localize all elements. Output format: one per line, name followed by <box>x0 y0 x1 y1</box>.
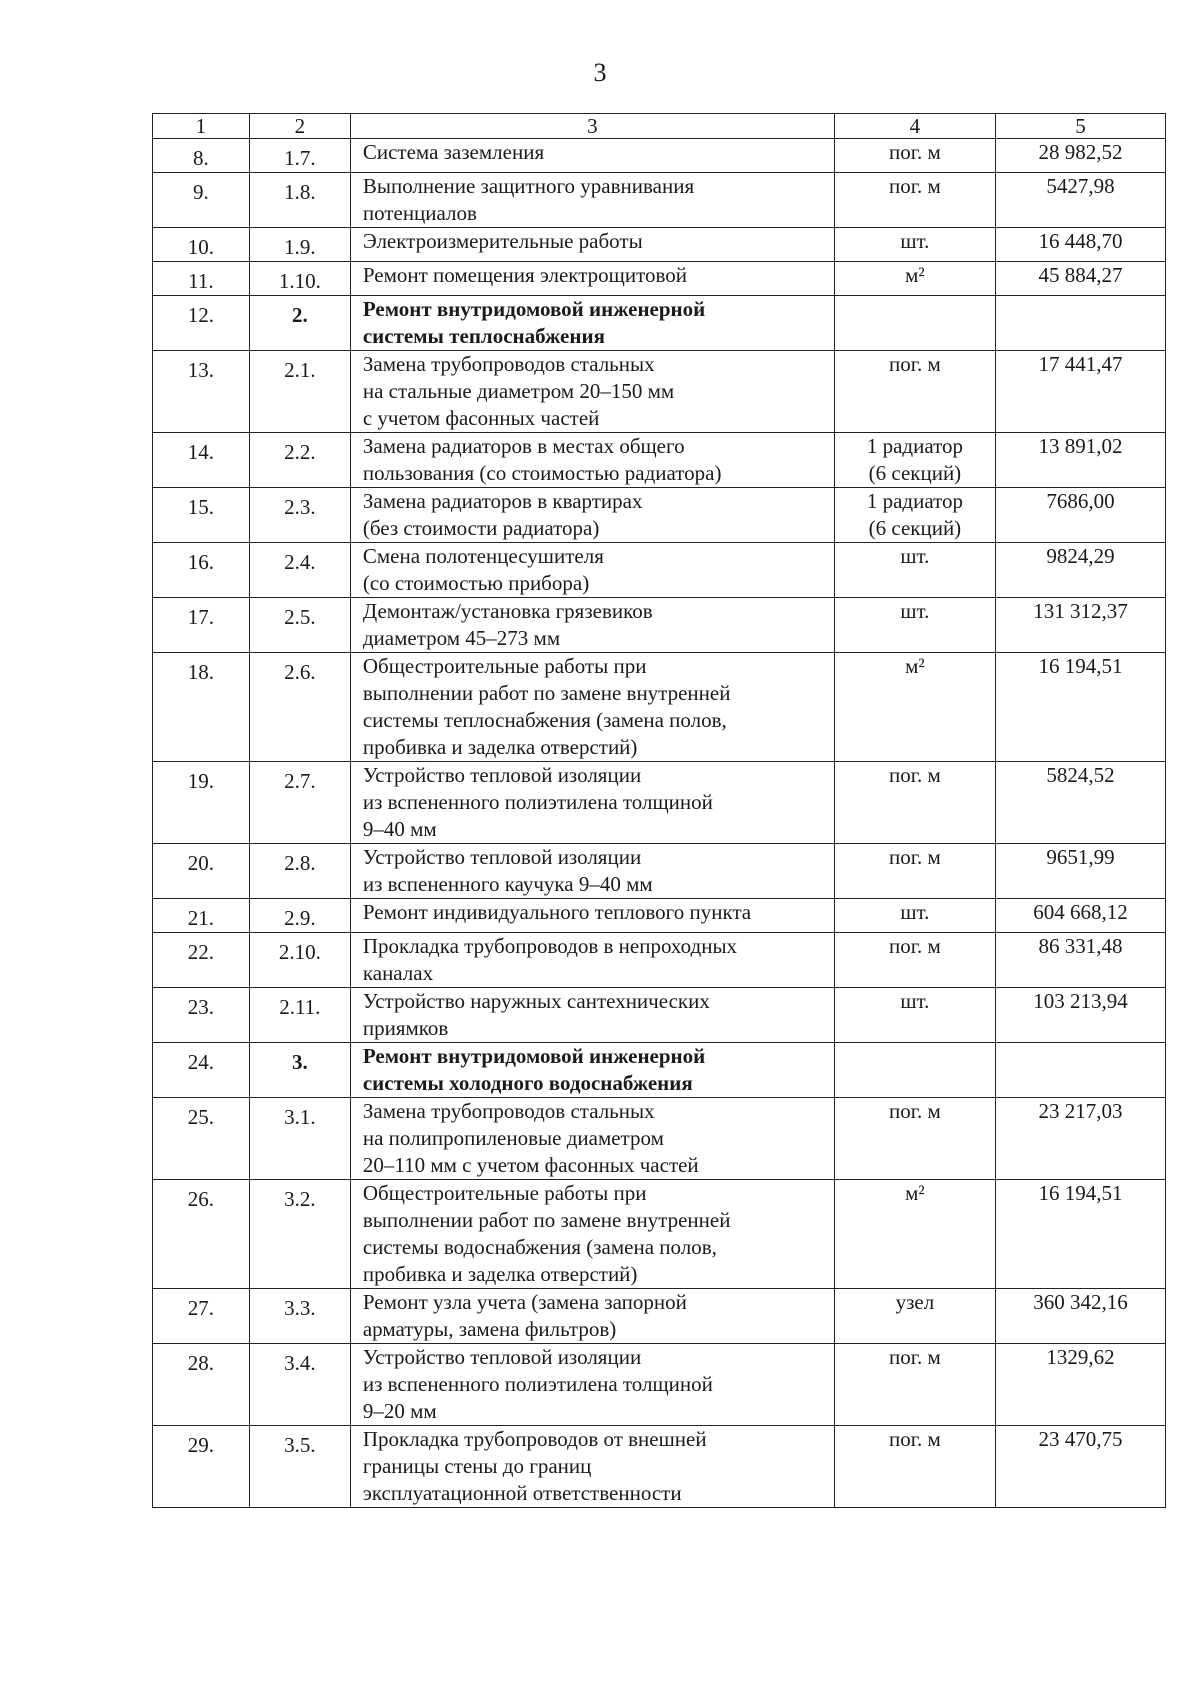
item-code: 3.3. <box>249 1289 350 1344</box>
row-number: 20. <box>153 844 250 899</box>
row-number: 13. <box>153 351 250 433</box>
row-number: 29. <box>153 1426 250 1508</box>
unit-price: 9824,29 <box>996 543 1166 598</box>
row-number: 25. <box>153 1098 250 1180</box>
unit-price: 131 312,37 <box>996 598 1166 653</box>
unit-price: 5427,98 <box>996 173 1166 228</box>
row-number: 11. <box>153 262 250 296</box>
work-name: Электроизмерительные работы <box>350 228 834 262</box>
unit-of-measure: пог. м <box>834 1344 995 1426</box>
item-code: 3.2. <box>249 1180 350 1289</box>
table-row <box>153 1043 1166 1098</box>
row-number: 8. <box>153 139 250 173</box>
unit-of-measure: пог. м <box>834 1426 995 1508</box>
unit-of-measure: 1 радиатор (6 секций) <box>834 433 995 488</box>
unit-price: 604 668,12 <box>996 899 1166 933</box>
item-code: 3. <box>249 1043 350 1098</box>
table-row <box>153 1180 1166 1289</box>
table-row <box>153 1344 1166 1426</box>
table-row <box>153 1426 1166 1508</box>
work-name: Устройство тепловой изоляции из вспененного полиэтилена толщиной 9–40 мм <box>350 762 834 844</box>
table-row <box>153 228 1166 262</box>
work-name: Устройство наружных сантехнических приямков <box>350 988 834 1043</box>
table-row <box>153 543 1166 598</box>
unit-of-measure: шт. <box>834 543 995 598</box>
unit-price: 360 342,16 <box>996 1289 1166 1344</box>
work-name: Прокладка трубопроводов от внешней границы стены до границ эксплуатационной ответственности <box>350 1426 834 1508</box>
unit-of-measure: шт. <box>834 899 995 933</box>
unit-price: 86 331,48 <box>996 933 1166 988</box>
item-code: 2.6. <box>249 653 350 762</box>
work-name: Смена полотенцесушителя (со стоимостью прибора) <box>350 543 834 598</box>
work-name: Ремонт помещения электрощитовой <box>350 262 834 296</box>
unit-price <box>996 1043 1166 1098</box>
work-name: Замена трубопроводов стальных на стальные диаметром 20–150 мм с учетом фасонных частей <box>350 351 834 433</box>
table-header-row <box>153 114 1166 139</box>
header-col-2: 2 <box>249 114 350 139</box>
row-number: 26. <box>153 1180 250 1289</box>
unit-price: 5824,52 <box>996 762 1166 844</box>
unit-of-measure: м² <box>834 1180 995 1289</box>
item-code: 2.5. <box>249 598 350 653</box>
row-number: 24. <box>153 1043 250 1098</box>
work-name: Замена радиаторов в квартирах (без стоимости радиатора) <box>350 488 834 543</box>
item-code: 2.11. <box>249 988 350 1043</box>
unit-of-measure: пог. м <box>834 1098 995 1180</box>
table-row <box>153 262 1166 296</box>
item-code: 2.10. <box>249 933 350 988</box>
unit-of-measure: пог. м <box>834 173 995 228</box>
row-number: 9. <box>153 173 250 228</box>
table-row <box>153 988 1166 1043</box>
item-code: 1.8. <box>249 173 350 228</box>
work-name: Замена радиаторов в местах общего пользования (со стоимостью радиатора) <box>350 433 834 488</box>
unit-price: 17 441,47 <box>996 351 1166 433</box>
unit-price: 45 884,27 <box>996 262 1166 296</box>
item-code: 2.1. <box>249 351 350 433</box>
unit-price <box>996 296 1166 351</box>
row-number: 22. <box>153 933 250 988</box>
work-price-table <box>152 113 1166 1508</box>
header-col-5: 5 <box>996 114 1166 139</box>
unit-price: 13 891,02 <box>996 433 1166 488</box>
item-code: 2. <box>249 296 350 351</box>
row-number: 12. <box>153 296 250 351</box>
row-number: 28. <box>153 1344 250 1426</box>
unit-of-measure: шт. <box>834 598 995 653</box>
item-code: 2.7. <box>249 762 350 844</box>
work-name: Система заземления <box>350 139 834 173</box>
table-row <box>153 653 1166 762</box>
row-number: 23. <box>153 988 250 1043</box>
unit-of-measure: пог. м <box>834 933 995 988</box>
work-name: Прокладка трубопроводов в непроходных каналах <box>350 933 834 988</box>
table-row <box>153 933 1166 988</box>
item-code: 2.2. <box>249 433 350 488</box>
row-number: 18. <box>153 653 250 762</box>
table-row <box>153 1289 1166 1344</box>
unit-price: 16 448,70 <box>996 228 1166 262</box>
work-name: Устройство тепловой изоляции из вспененного полиэтилена толщиной 9–20 мм <box>350 1344 834 1426</box>
unit-of-measure: 1 радиатор (6 секций) <box>834 488 995 543</box>
row-number: 21. <box>153 899 250 933</box>
table-row <box>153 296 1166 351</box>
row-number: 16. <box>153 543 250 598</box>
work-name: Демонтаж/установка грязевиков диаметром 45–273 мм <box>350 598 834 653</box>
table-row <box>153 351 1166 433</box>
item-code: 3.4. <box>249 1344 350 1426</box>
table-row <box>153 598 1166 653</box>
item-code: 3.5. <box>249 1426 350 1508</box>
unit-of-measure: м² <box>834 262 995 296</box>
header-col-1: 1 <box>153 114 250 139</box>
table-row <box>153 899 1166 933</box>
item-code: 2.8. <box>249 844 350 899</box>
unit-of-measure: пог. м <box>834 139 995 173</box>
row-number: 19. <box>153 762 250 844</box>
unit-of-measure: шт. <box>834 228 995 262</box>
item-code: 1.10. <box>249 262 350 296</box>
item-code: 3.1. <box>249 1098 350 1180</box>
unit-of-measure: шт. <box>834 988 995 1043</box>
work-name: Ремонт внутридомовой инженерной системы холодного водоснабжения <box>350 1043 834 1098</box>
item-code: 1.7. <box>249 139 350 173</box>
work-name: Ремонт узла учета (замена запорной арматуры, замена фильтров) <box>350 1289 834 1344</box>
row-number: 10. <box>153 228 250 262</box>
item-code: 2.4. <box>249 543 350 598</box>
page-number: 3 <box>593 58 607 87</box>
unit-of-measure: пог. м <box>834 762 995 844</box>
item-code: 1.9. <box>249 228 350 262</box>
unit-of-measure: узел <box>834 1289 995 1344</box>
unit-price: 16 194,51 <box>996 653 1166 762</box>
work-name: Общестроительные работы при выполнении работ по замене внутренней системы теплоснабжения (замена полов, пробивка и заделка отверстий) <box>350 653 834 762</box>
item-code: 2.3. <box>249 488 350 543</box>
table-row <box>153 433 1166 488</box>
row-number: 14. <box>153 433 250 488</box>
unit-price: 103 213,94 <box>996 988 1166 1043</box>
row-number: 15. <box>153 488 250 543</box>
unit-price: 7686,00 <box>996 488 1166 543</box>
work-name: Выполнение защитного уравнивания потенциалов <box>350 173 834 228</box>
unit-price: 28 982,52 <box>996 139 1166 173</box>
work-name: Ремонт индивидуального теплового пункта <box>350 899 834 933</box>
work-name: Общестроительные работы при выполнении работ по замене внутренней системы водоснабжения (замена полов, пробивка и заделка отверстий) <box>350 1180 834 1289</box>
table-row <box>153 762 1166 844</box>
work-name: Устройство тепловой изоляции из вспененного каучука 9–40 мм <box>350 844 834 899</box>
unit-of-measure: пог. м <box>834 351 995 433</box>
unit-of-measure: пог. м <box>834 844 995 899</box>
unit-price: 23 470,75 <box>996 1426 1166 1508</box>
table-row <box>153 139 1166 173</box>
unit-price: 1329,62 <box>996 1344 1166 1426</box>
header-col-4: 4 <box>834 114 995 139</box>
unit-of-measure: м² <box>834 653 995 762</box>
table-row <box>153 173 1166 228</box>
row-number: 17. <box>153 598 250 653</box>
unit-of-measure <box>834 1043 995 1098</box>
unit-price: 23 217,03 <box>996 1098 1166 1180</box>
table-row <box>153 488 1166 543</box>
table-row <box>153 1098 1166 1180</box>
table-row <box>153 844 1166 899</box>
row-number: 27. <box>153 1289 250 1344</box>
header-col-3: 3 <box>350 114 834 139</box>
unit-of-measure <box>834 296 995 351</box>
item-code: 2.9. <box>249 899 350 933</box>
work-name: Замена трубопроводов стальных на полипропиленовые диаметром 20–110 мм с учетом фасонных частей <box>350 1098 834 1180</box>
unit-price: 16 194,51 <box>996 1180 1166 1289</box>
work-name: Ремонт внутридомовой инженерной системы теплоснабжения <box>350 296 834 351</box>
unit-price: 9651,99 <box>996 844 1166 899</box>
